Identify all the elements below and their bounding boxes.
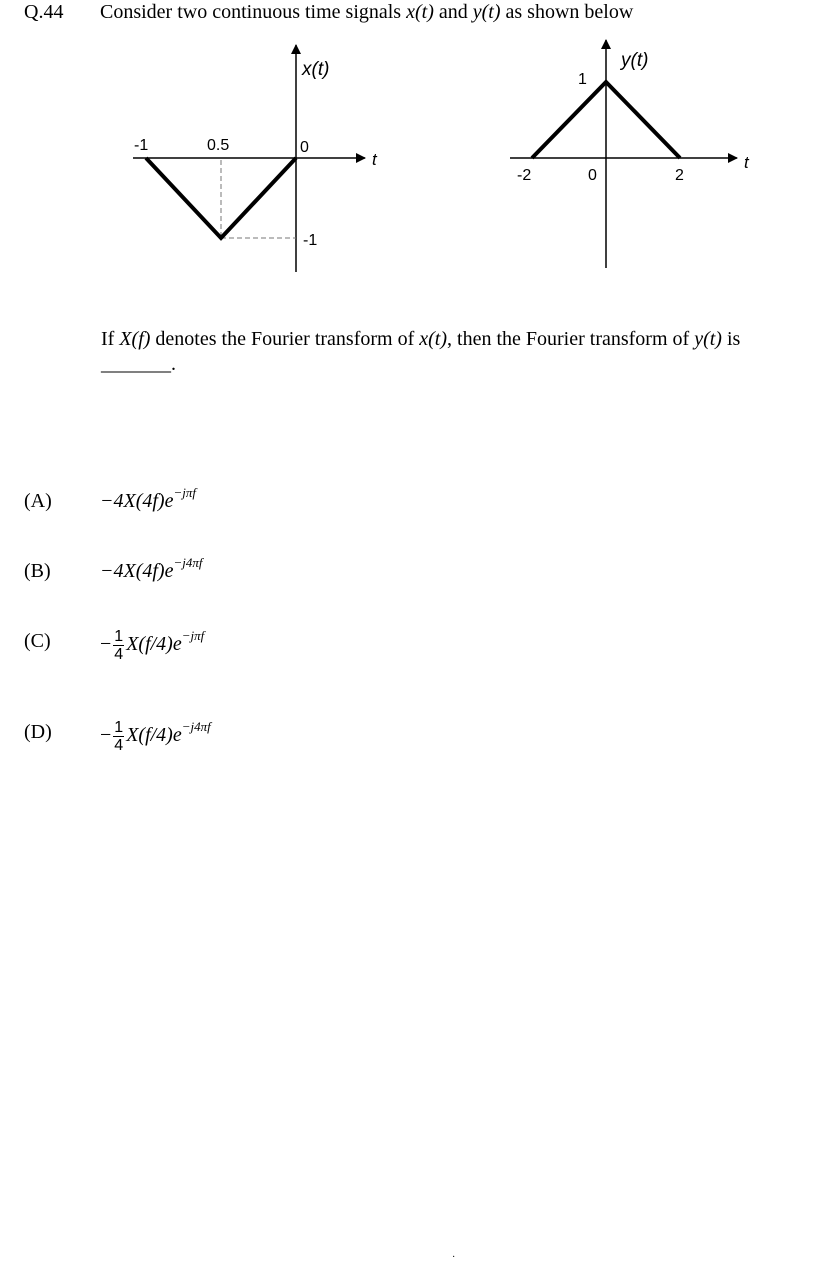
- y-plot-tick-0: 0: [588, 167, 597, 184]
- option-a-letter: (A): [24, 490, 52, 512]
- option-c-exponent: −jπf: [181, 628, 205, 644]
- x-plot-tick-0: 0: [300, 139, 309, 156]
- x-signal-plot: [133, 45, 378, 272]
- prompt-Xf: X(f): [119, 328, 151, 350]
- option-d-exponent: −j4πf: [181, 719, 211, 735]
- option-b[interactable]: [100, 555, 203, 583]
- prompt-end: is _______.: [101, 328, 741, 375]
- option-b-exponent: −j4πf: [173, 555, 203, 570]
- y-plot-ylabel: y(t): [621, 50, 649, 71]
- stem-prefix: Consider two continuous time signals: [100, 1, 407, 23]
- prompt-mid: denotes the Fourier transform of: [150, 328, 420, 350]
- y-plot-xlabel: t: [744, 153, 749, 172]
- signal-graphs: [0, 0, 824, 300]
- prompt-prefix: If: [101, 328, 120, 350]
- option-d-numerator: 1: [114, 719, 124, 736]
- option-b-expression: −4X(4f)e: [100, 560, 174, 582]
- option-a-exponent: −jπf: [173, 485, 196, 500]
- option-d-minus: −: [100, 724, 112, 747]
- option-a-expression: −4X(4f)e: [100, 490, 174, 512]
- prompt-mid2: , then the Fourier transform of: [447, 328, 695, 350]
- x-plot-tick-neg1: -1: [134, 137, 149, 154]
- option-d-expression: X(f/4)e: [126, 724, 182, 747]
- prompt-yt: y(t): [694, 328, 722, 350]
- page-footer-mark: ·: [452, 1252, 456, 1263]
- option-c-fraction: [113, 628, 124, 663]
- stem-y-signal: y(t): [472, 1, 501, 23]
- stem-x-signal: x(t): [406, 1, 434, 23]
- option-c-minus: −: [100, 633, 112, 656]
- option-c[interactable]: [100, 628, 204, 663]
- option-c-letter: (C): [24, 630, 51, 652]
- x-plot-ylabel: x(t): [302, 59, 330, 80]
- option-d-denominator: 4: [114, 737, 124, 754]
- option-c-denominator: 4: [114, 646, 124, 663]
- y-plot-tick-2: 2: [675, 167, 684, 184]
- option-d[interactable]: [100, 719, 211, 754]
- y-plot-tick-neg2: -2: [517, 167, 532, 184]
- x-plot-tick-05: 0.5: [207, 137, 230, 154]
- option-c-expression: X(f/4)e: [126, 633, 182, 656]
- prompt-xt: x(t): [419, 328, 448, 350]
- question-number: Q.44: [24, 1, 64, 23]
- option-a[interactable]: [100, 485, 196, 513]
- option-d-letter: (D): [24, 721, 52, 743]
- option-b-letter: (B): [24, 560, 51, 582]
- y-signal-plot: [510, 40, 750, 268]
- stem-suffix: as shown below: [500, 1, 634, 23]
- option-c-numerator: 1: [114, 628, 124, 645]
- option-d-fraction: [113, 719, 124, 754]
- question-prompt: [101, 327, 816, 377]
- stem-and: and: [433, 1, 473, 23]
- x-plot-tick-y-neg1: -1: [303, 232, 318, 249]
- x-plot-xlabel: t: [372, 150, 377, 169]
- y-plot-tick-y1: 1: [578, 71, 587, 88]
